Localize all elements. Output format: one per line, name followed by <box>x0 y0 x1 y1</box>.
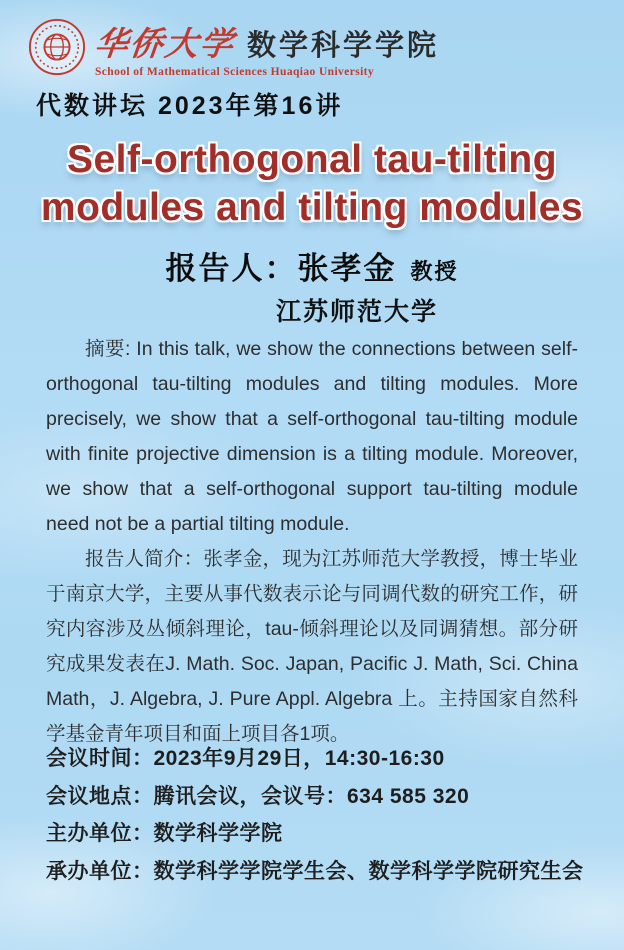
school-name-en: School of Mathematical Sciences Huaqiao University <box>95 66 375 78</box>
meeting-location-label: 会议地点： <box>46 784 154 808</box>
university-name-zh: 华侨大学 <box>92 27 237 63</box>
talk-title <box>0 136 624 231</box>
bio-paragraph <box>46 542 578 752</box>
speaker-line <box>0 243 624 288</box>
abstract-paragraph <box>46 332 578 542</box>
meeting-location-value: 腾讯会议，会议号：634 585 320 <box>153 784 470 808</box>
meeting-time-label: 会议时间： <box>46 747 154 770</box>
meeting-host-label: 主办单位： <box>46 822 154 845</box>
meeting-time-value: 2023年9月29日，14:30-16:30 <box>153 747 445 770</box>
speaker-name: 报告人：张孝金 <box>165 251 397 286</box>
bio-label: 报告人简介： <box>85 548 204 570</box>
speaker-affiliation: 江苏师范大学 <box>275 298 438 326</box>
speaker-title-suffix: 教授 <box>410 259 459 284</box>
meeting-organizer-label: 承办单位： <box>46 859 154 883</box>
meeting-info <box>46 740 588 890</box>
header-brand <box>28 18 439 78</box>
brand-names-row <box>92 18 440 65</box>
university-seal-icon <box>28 18 86 76</box>
talk-title-line1: Self-orthogonal tau-tilting <box>66 138 558 181</box>
meeting-organizer-row <box>46 853 588 891</box>
department-name-zh: 数学科学学院 <box>247 30 440 62</box>
meeting-organizer-value: 数学科学学院学生会、数学科学学院研究生会 <box>153 859 584 883</box>
meeting-host-row <box>46 815 588 853</box>
talk-title-line2: modules and tilting modules <box>40 185 584 229</box>
abstract-label: 摘要: <box>85 338 137 360</box>
brand-text <box>92 18 440 78</box>
abstract-text: In this talk, we show the connections between self-orthogonal tau-tilting modules and tilting modules. More precisely, we show that a self-orthogonal tau-tilting module with finite projective dimension is a tilting module. Moreover, we show that a self-orthogonal support tau-tilting module need not be a partial tilting module. <box>46 338 579 535</box>
bio-text: 张孝金，现为江苏师范大学教授，博士毕业于南京大学，主要从事代数表示论与同调代数的研究工作，研究内容涉及丛倾斜理论，tau-倾斜理论以及同调猜想。部分研究成果发表在J. Math. Soc. Japan, Pacific J. Math, Sci. China Math，J. Algebra, J. Pure Appl. Algebra 上。主持国家自然科学基金青年项目和面上项目各1项。 <box>46 548 578 745</box>
lecture-series-label: 代数讲坛 2023年第16讲 <box>36 92 344 120</box>
meeting-location-row <box>46 778 588 816</box>
meeting-time-row <box>46 740 588 778</box>
meeting-host-value: 数学科学学院 <box>153 822 283 845</box>
